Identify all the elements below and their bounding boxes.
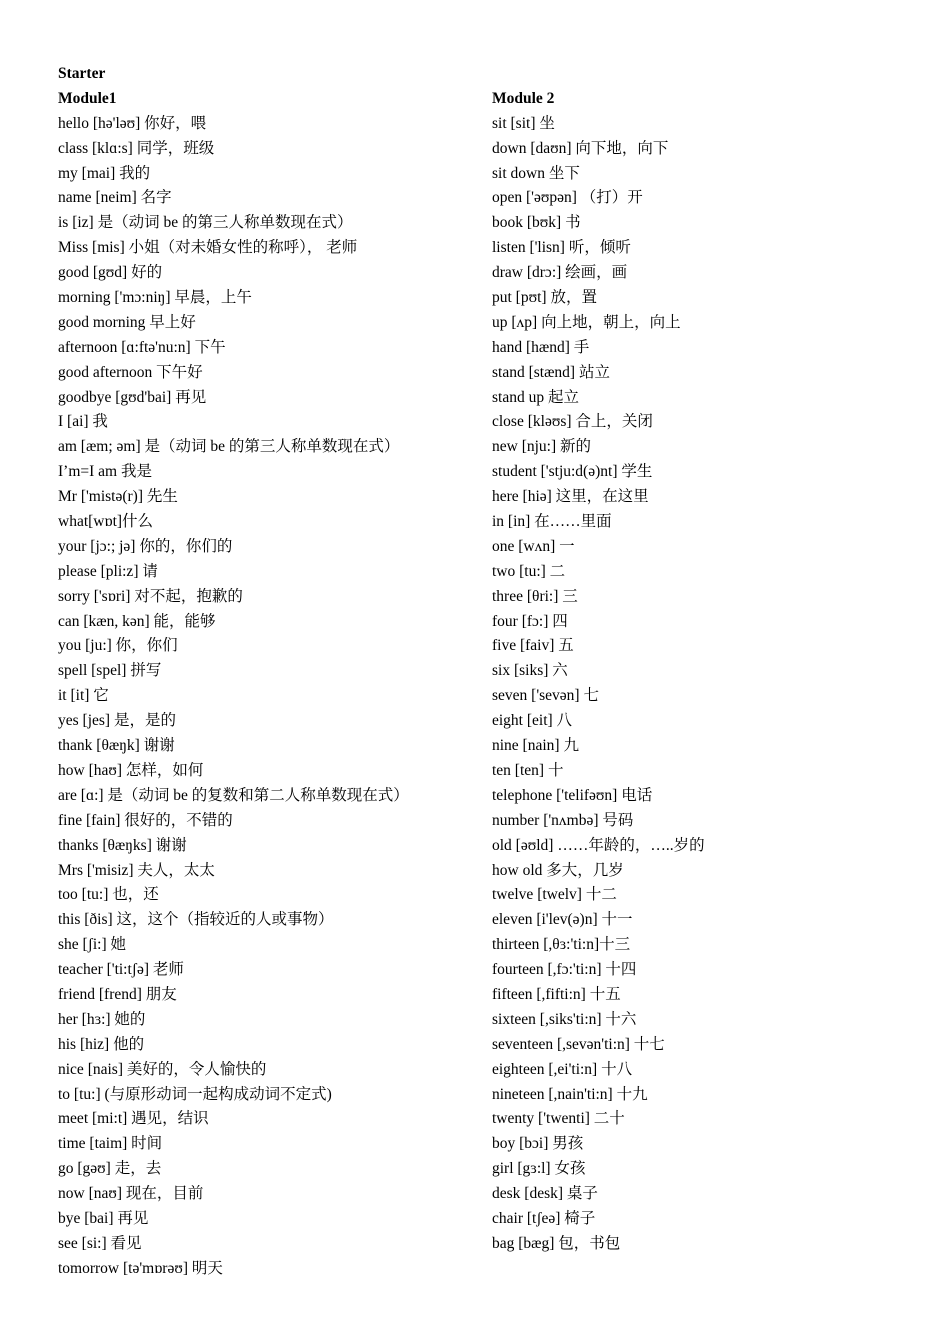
vocab-entry: afternoon [ɑ:ftə'nu:n] 下午 <box>58 338 226 356</box>
vocab-entry: good morning 早上好 <box>58 313 196 331</box>
right-column <box>492 62 912 1257</box>
vocab-entry: can [kæn, kən] 能，能够 <box>58 612 216 630</box>
vocab-entry: thank [θæŋk] 谢谢 <box>58 737 175 755</box>
document-title: Starter <box>58 65 106 82</box>
vocab-entry: she [ʃi:] 她 <box>58 936 127 954</box>
vocab-entry: am [æm; əm] 是（动词 be 的第三人称单数现在式） <box>58 438 400 456</box>
vocab-entry: twelve [twelv] 十二 <box>492 886 617 904</box>
vocab-entry: fourteen [,fɔ:'ti:n] 十四 <box>492 961 637 979</box>
vocab-entry: fifteen [,fifti:n] 十五 <box>492 985 621 1003</box>
vocab-entry: Mrs ['misiz] 夫人，太太 <box>58 861 215 879</box>
vocab-entry: close [kləʊs] 合上，关闭 <box>492 413 653 431</box>
vocab-entry: two [tu:] 二 <box>492 562 566 580</box>
vocab-entry: eighteen [,ei'ti:n] 十八 <box>492 1060 633 1078</box>
vocab-entry: number ['nʌmbə] 号码 <box>492 811 634 829</box>
vocab-entry: telephone ['telifəʊn] 电话 <box>492 786 653 804</box>
vocab-entry: put [pʊt] 放，置 <box>492 289 597 307</box>
vocab-entry: meet [mi:t] 遇见，结识 <box>58 1110 209 1128</box>
column-spacer <box>492 62 912 87</box>
vocab-entry: open ['əʊpən] （打）开 <box>492 189 643 207</box>
vocab-entry: up [ʌp] 向上地，朝上，向上 <box>492 313 681 331</box>
vocab-entry: I [ai] 我 <box>58 413 108 431</box>
vocab-entry: sixteen [,siks'ti:n] 十六 <box>492 1010 637 1028</box>
vocab-entry: eight [eit] 八 <box>492 712 573 730</box>
vocab-entry: nice [nais] 美好的，令人愉快的 <box>58 1060 267 1078</box>
vocab-entry: down [daʊn] 向下地，向下 <box>492 139 669 157</box>
vocab-entry: four [fɔ:] 四 <box>492 612 568 630</box>
vocab-entry: to [tu:] (与原形动词一起构成动词不定式) <box>58 1085 332 1103</box>
vocab-entry: nineteen [,nain'ti:n] 十九 <box>492 1085 648 1103</box>
vocab-entry: what[wɒt]什么 <box>58 513 154 531</box>
vocab-entry: thirteen [,θɜ:'ti:n]十三 <box>492 936 631 954</box>
vocab-entry: friend [frend] 朋友 <box>58 985 177 1003</box>
vocab-entry: sit down 坐下 <box>492 164 580 182</box>
vocab-entry: are [ɑ:] 是（动词 be 的复数和第二人称单数现在式） <box>58 786 409 804</box>
vocab-entry: Miss [mis] 小姐（对未婚女性的称呼）， 老师 <box>58 239 358 257</box>
vocab-entry: book [bʊk] 书 <box>492 214 581 232</box>
vocab-entry: stand [stænd] 站立 <box>492 363 610 381</box>
vocab-entry: spell [spel] 拼写 <box>58 662 162 680</box>
vocab-entry: your [jɔ:; jə] 你的，你们的 <box>58 537 233 555</box>
vocab-entry: bye [bai] 再见 <box>58 1209 149 1227</box>
vocab-entry: three [θri:] 三 <box>492 587 578 605</box>
vocab-entry: nine [nain] 九 <box>492 737 579 755</box>
vocab-entry: draw [drɔ:] 绘画，画 <box>492 264 628 282</box>
vocab-entry: here [hiə] 这里，在这里 <box>492 488 649 506</box>
vocab-entry: too [tu:] 也，还 <box>58 886 159 904</box>
vocab-entry: how old 多大，几岁 <box>492 861 624 879</box>
vocab-entry: is [iz] 是（动词 be 的第三人称单数现在式） <box>58 214 353 232</box>
vocab-entry: stand up 起立 <box>492 388 579 406</box>
vocab-entry: class [klɑ:s] 同学，班级 <box>58 139 215 157</box>
vocab-entry: hello [hə'ləʊ] 你好，喂 <box>58 114 207 132</box>
vocab-entry: fine [fain] 很好的，不错的 <box>58 811 233 829</box>
vocab-entry: name [neim] 名字 <box>58 189 172 207</box>
vocab-entry: this [ðis] 这，这个（指较近的人或事物） <box>58 911 334 929</box>
vocab-entry: in [in] 在……里面 <box>492 513 612 531</box>
vocab-entry: go [gəʊ] 走，去 <box>58 1160 162 1178</box>
vocab-entry: you [ju:] 你，你们 <box>58 637 178 655</box>
module1-heading: Module1 <box>58 89 117 107</box>
vocab-entry: sorry ['sɒri] 对不起，抱歉的 <box>58 587 243 605</box>
vocab-entry: yes [jes] 是，是的 <box>58 712 176 730</box>
vocab-entry: her [hɜ:] 她的 <box>58 1010 146 1028</box>
vocab-entry: thanks [θæŋks] 谢谢 <box>58 836 187 854</box>
vocab-entry: ten [ten] 十 <box>492 761 564 779</box>
vocab-entry: please [pli:z] 请 <box>58 562 158 580</box>
vocab-entry: good [gʊd] 好的 <box>58 264 163 282</box>
vocab-entry: goodbye [gʊd'bai] 再见 <box>58 388 207 406</box>
vocab-entry: seven ['sevən] 七 <box>492 687 599 705</box>
vocab-entry: now [naʊ] 现在，目前 <box>58 1185 204 1203</box>
vocab-entry: twenty ['twenti] 二十 <box>492 1110 625 1128</box>
left-column <box>58 62 478 1282</box>
vocab-entry: seventeen [,sevən'ti:n] 十七 <box>492 1035 665 1053</box>
vocab-entry: six [siks] 六 <box>492 662 568 680</box>
vocab-entry: his [hiz] 他的 <box>58 1035 145 1053</box>
vocab-entry: five [faiv] 五 <box>492 637 574 655</box>
vocab-entry: time [taim] 时间 <box>58 1135 163 1153</box>
vocab-entry: listen ['lisn] 听，倾听 <box>492 239 631 257</box>
vocab-entry: good afternoon 下午好 <box>58 363 203 381</box>
vocab-entry: one [wʌn] 一 <box>492 537 575 555</box>
vocab-entry: how [haʊ] 怎样，如何 <box>58 761 204 779</box>
vocab-entry: it [it] 它 <box>58 687 109 705</box>
vocab-entry: Mr ['mistə(r)] 先生 <box>58 488 178 506</box>
vocab-entry: teacher ['ti:tʃə] 老师 <box>58 961 184 979</box>
vocab-entry: I’m=I am 我是 <box>58 463 152 481</box>
vocab-entry: girl [gɜ:l] 女孩 <box>492 1160 586 1178</box>
vocab-entry: boy [bɔi] 男孩 <box>492 1135 584 1153</box>
vocab-entry: see [si:] 看见 <box>58 1234 142 1252</box>
vocab-entry: bag [bæg] 包，书包 <box>492 1234 621 1252</box>
vocab-entry: eleven [i'lev(ə)n] 十一 <box>492 911 633 929</box>
vocab-entry: my [mai] 我的 <box>58 164 151 182</box>
vocab-entry: hand [hænd] 手 <box>492 338 590 356</box>
module2-heading: Module 2 <box>492 89 555 107</box>
vocab-entry: morning ['mɔ:niŋ] 早晨，上午 <box>58 289 252 307</box>
vocab-entry: student ['stju:d(ə)nt] 学生 <box>492 463 653 481</box>
vocab-entry: old [əʊld] ……年龄的，…..岁的 <box>492 836 705 854</box>
vocab-entry: chair [tʃeə] 椅子 <box>492 1209 596 1227</box>
vocab-entry: desk [desk] 桌子 <box>492 1185 598 1203</box>
vocab-entry: tomorrow [tə'mɒrəʊ] 明天 <box>58 1259 223 1277</box>
vocab-entry: new [nju:] 新的 <box>492 438 592 456</box>
vocab-entry: sit [sit] 坐 <box>492 114 555 132</box>
